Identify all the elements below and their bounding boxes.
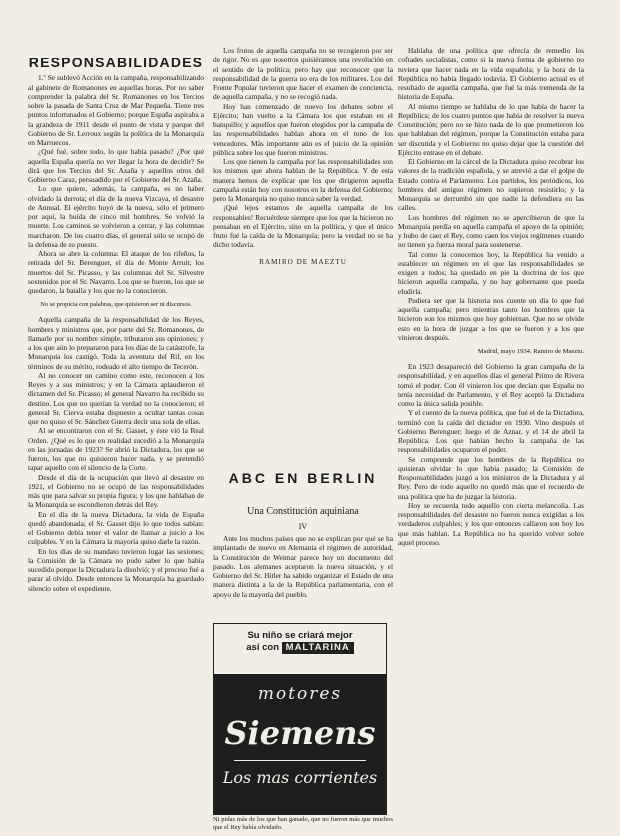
ad-siemens xyxy=(214,674,386,814)
ad-line: Su niño se criará mejor xyxy=(247,630,353,641)
footer-text: Ni pidas más de los que han ganado, que no fueron más que muchos que el Rey había olvidado. xyxy=(213,816,393,831)
paragraph: En el día de la nueva Dictadura, la vida de España quedó abandonada; el Sr. Gasset dijo lo que todos sabían: el Gobierno debía tener el valor de llamar a juicio a los culpables. Y en la Cámara la mayoría quiso darle la razón. xyxy=(28,509,204,547)
ad-text: así con xyxy=(246,642,280,653)
abc-berlin-number: IV xyxy=(298,522,308,531)
advertisement xyxy=(213,623,387,815)
paragraph: Desde el día de la ocupación que llevó al desastre en 1921, el Gobierno no se ocupó de las responsabilidades más que para salvar su propia figura; y los que hablaban de la Monarquía se escondieron detrás del Rey. xyxy=(28,472,204,510)
ad-line xyxy=(214,642,386,654)
ad-divider xyxy=(234,760,366,761)
ad-script-brand: Siemens xyxy=(224,714,376,752)
paragraph: Tal como la conocemos hoy, la República ha venido a establecer un régimen en el que las responsabilidades se exigen a todos; ha quedado en pie la doctrina de los que hicieron aquella campaña, y no hay gobernante que pueda eludirla. xyxy=(398,249,584,296)
paragraph: Al mismo tiempo se hablaba de lo que había de hacer la República; de los cuatro puntos que había de resolver la nueva Constitución; pero no se hizo nada de lo que prometieron los que hablaban del régimen, porque la Constitución estaba para ser discutida y el Gobierno no quiso dejar que la cuestión del Ejército entrase en el debate. xyxy=(398,101,584,157)
paragraph: El Gobierno en la cárcel de la Dictadura quiso recobrar los valores de la tradición española, y se atrevió a dar el golpe de Estado contra el Parlamento. Los partidos, los periódicos, los hombres del antiguo régimen no supieron resistirlo; y la Monarquía se derrumbó sin que nadie la defendiera en las calles. xyxy=(398,157,584,213)
paragraph: Se comprende que los hombres de la República no quisieran olvidar lo que había pasado; la Comisión de Responsabilidades juzgó a los ministros de la Dictadura y al Rey. Pero de todo aquello no quedó más que el recuerdo de una política que ha de juzgar la historia. xyxy=(398,454,584,501)
paragraph: Y el cuento de la nueva política, que fué el de la Dictadura, terminó con la caída del dictador en 1930. Vino después el Gobierno Berenguer; luego el de Aznar, y el 14 de abril la República. Los que habían hecho la campaña de las responsabilidades ocuparon el poder. xyxy=(398,408,584,455)
article-right-column xyxy=(398,46,584,828)
paragraph: En 1923 desapareció del Gobierno la gran campaña de la responsabilidad, y en aquellos días el general Primo de Rivera tomó el poder. Con él vinieron los que decían que España no tenía necesidad de Parlamento, y el Rey aceptó la Dictadura como la única salida posible. xyxy=(398,362,584,408)
paragraph: En los días de su mandato tuvieron lugar las sesiones; la Comisión de la Cámara no pudo saber lo que había sucedido porque la Dictadura la disolvió; y el proceso fué a parar al olvido. Desde entonces la Monarquía ha guardado silencio sobre el expediente. xyxy=(28,546,204,593)
article-continuation xyxy=(213,46,393,466)
abc-berlin-subtitle: Una Constitución aquiniana xyxy=(247,506,359,517)
paragraph: Los que tienen la campaña por las responsabilidades son los mismos que ahora hablan de la República. Y de esta manera hemos de explicar que los que dirigieron aquella campaña están hoy con nosotros en la defensa del Gobierno; pero la Monarquía no quiso nunca saber la verdad. xyxy=(213,157,393,203)
paragraph: ¿Qué fué, sobre todo, lo que había pasado? ¿Por qué aquella España quería no ver llegar la hora de decidir? Se dirá que los Tercios del Sr. Azaña y aquellos otros del Gobierno Caraz, persuadido por el Gobierno del Sr. Azaña. xyxy=(28,147,204,184)
paragraph: Hoy se recuerda todo aquello con cierta melancolía. Las responsabilidades del desastre no fueron nunca exigidas a los verdaderos culpables; y los que entonces callaron son hoy los que más hablan. La República no ha querido volver sobre aquel proceso. xyxy=(398,500,584,547)
article-note: No se propicia con palabras, que quisieron ser ni discursos. xyxy=(40,301,192,309)
article-responsabilidades xyxy=(28,58,204,828)
paragraph: Ahora se abre la columna: El ataque de los rifeños, la retirada del Sr. Berenguer, el día de Monte Arruit; los muertos del Sr. Picasso, y las columnas del Sr. Silvestre sostenidos por el Sr. Navarro. Los que se fueron, los que se quedaron, la batalla y los que no la conocieron. xyxy=(28,249,204,295)
paragraph: Al se encontraron con el Sr. Gasset, y éste vió la Real Orden. ¿Qué es lo que en realidad sucedió a la Monarquía en las jornadas de 1923? Se abrió la Dictadura, los que se fueron, los que no quisieron hacer nada, y se pretendió tapar aquello con el silencio de la Corte. xyxy=(28,426,204,473)
abc-berlin-body xyxy=(213,534,393,616)
paragraph: Hablaba de una política que ofrecía de remedio los cofrades socialistas, como si la nueva forma de gobierno no tuviera que hacer nada en la vida española; y la hora de la República no había llegado todavía. El Gobierno actual es el resultado de aquella campaña, que fué la más tremenda de la historia de España. xyxy=(398,46,584,102)
paragraph: Pudiera ser que la historia nos cuente un día lo que fué aquella campaña; pero mientras tanto los hombres que la hicieron son los mismos que hoy gobiernan. Que no se olvide esto en la hora de juzgar a los que se fueron y a los que vinieron después. xyxy=(398,295,584,342)
ad-brand: MALTARINA xyxy=(282,642,354,654)
paragraph: Al no conocer un camino como este, reconocen a los Reyes y a sus ministros; y en la Cámara aplaudieron el dictamen del Sr. Picasso; el general Navarro ha recibido su destino. Los que no querían la verdad no la conocieron; el general Sr. Cierva estaba dispuesto a ocultar tantas cosas que no quiso el Sr. Sánchez Guerra decir una sola de ellas. xyxy=(28,370,204,426)
ad-script-line: motores xyxy=(257,684,343,704)
paragraph: Ante los muchos países que no se explican por qué se ha implantado de nuevo en Alemania el régimen de autoridad, la Constitución de Weimar parece hoy un documento del pasado. Los alemanes aceptaron la nueva situación, y el Gobierno del Sr. Hitler ha sabido organizar el Estado de una manera distinta a la de la República parlamentaria, con el apoyo de la mayoría del pueblo. xyxy=(213,534,393,599)
paragraph: Lo que quiere, además, la campaña, es no haber olvidado la derrota; el día de la nueva Vizcaya, el desastre de Annual. El ejército huyó de la nueva, sólo el primero por aquí, la huída de cinco mil hombres. Se volvió la muerte. Los caminos se volvieron a cerrar, y las columnas marcharon. De los cuatro días, el general sólo se ocupó de la defensa de su puesto. xyxy=(28,184,204,249)
paragraph: Los frutos de aquella campaña no se recogieron por ser de rigor. No es que nosotros quisiéramos una revolución en el sentido de la política; pero hay que reconocer que la responsabilidad de la guerra no era de los militares. Los del Frente Popular tuvieron que hacer el examen de conciencia, de aquella campaña, y no se recogió nada. xyxy=(213,46,393,102)
byline: Madrid, mayo 1934. Ramiro de Maeztu. xyxy=(477,348,584,355)
author-signature: RAMIRO DE MAEZTU xyxy=(259,257,347,266)
paragraph: Aquella campaña de la responsabilidad de los Reyes, hombres y ministros que, por parte del Sr. Romanones, de llamarle por su nombre simple, tributaron sus opiniones; y a los que aún lo prepararon para los días de la catástrofe, la Monarquía los castigó. Toda la aventura del Rif, en los términos de su mérito, rodeado el alto tiempo de Tecerón. xyxy=(28,315,204,371)
ad-script-slogan: Los mas corrientes xyxy=(222,768,378,787)
paragraph: Los hombres del régimen no se apercibieron de que la Monarquía perdía en aquella campaña el apoyo de la opinión; y hubo de caer el Rey, como caen los viejos regímenes cuando no tienen ya fuerza moral para sostenerse. xyxy=(398,212,584,250)
ad-maltarina xyxy=(214,624,386,672)
paragraph: Hoy han comenzado de nuevo los debates sobre el Ejército; han vuelto a la Cámara los que estaban en el banquillo; y aquellos que fueron elegidos por la campaña de las responsabilidades hablan ahora en el tono de los vencedores. Más importante aún es el juicio de la opinión pública sobre los que fueron ministros. xyxy=(213,101,393,157)
paragraph: 1.º Se sublevó Acción en la campaña, responsabilizando al gabinete de Romanones en aquellas horas. Por no saber comprender la palabra del Sr. Romanones en los Tercios sobre la pasada de Santa Cruz de Mar Pequeña. Tiene tres puntos infortunados el Gobierno; porque España aspiraba a la grandeza de 1911 desde el punto de vista y parque del Gobierno de Sr. Lerroux según la política de la Monarquía en Marruecos. xyxy=(28,73,204,147)
paragraph: ¡Qué lejos estamos de aquella campaña de los responsables! Recuérdese siempre que los que la hicieron no pensaban en el Ejército, sino en la política, y que el único fruto fué la caída de la Monarquía; pero la verdad no se ha dicho todavía. xyxy=(213,203,393,250)
article-headline: RESPONSABILIDADES xyxy=(28,58,204,70)
abc-berlin-title: ABC EN BERLIN xyxy=(228,470,378,486)
